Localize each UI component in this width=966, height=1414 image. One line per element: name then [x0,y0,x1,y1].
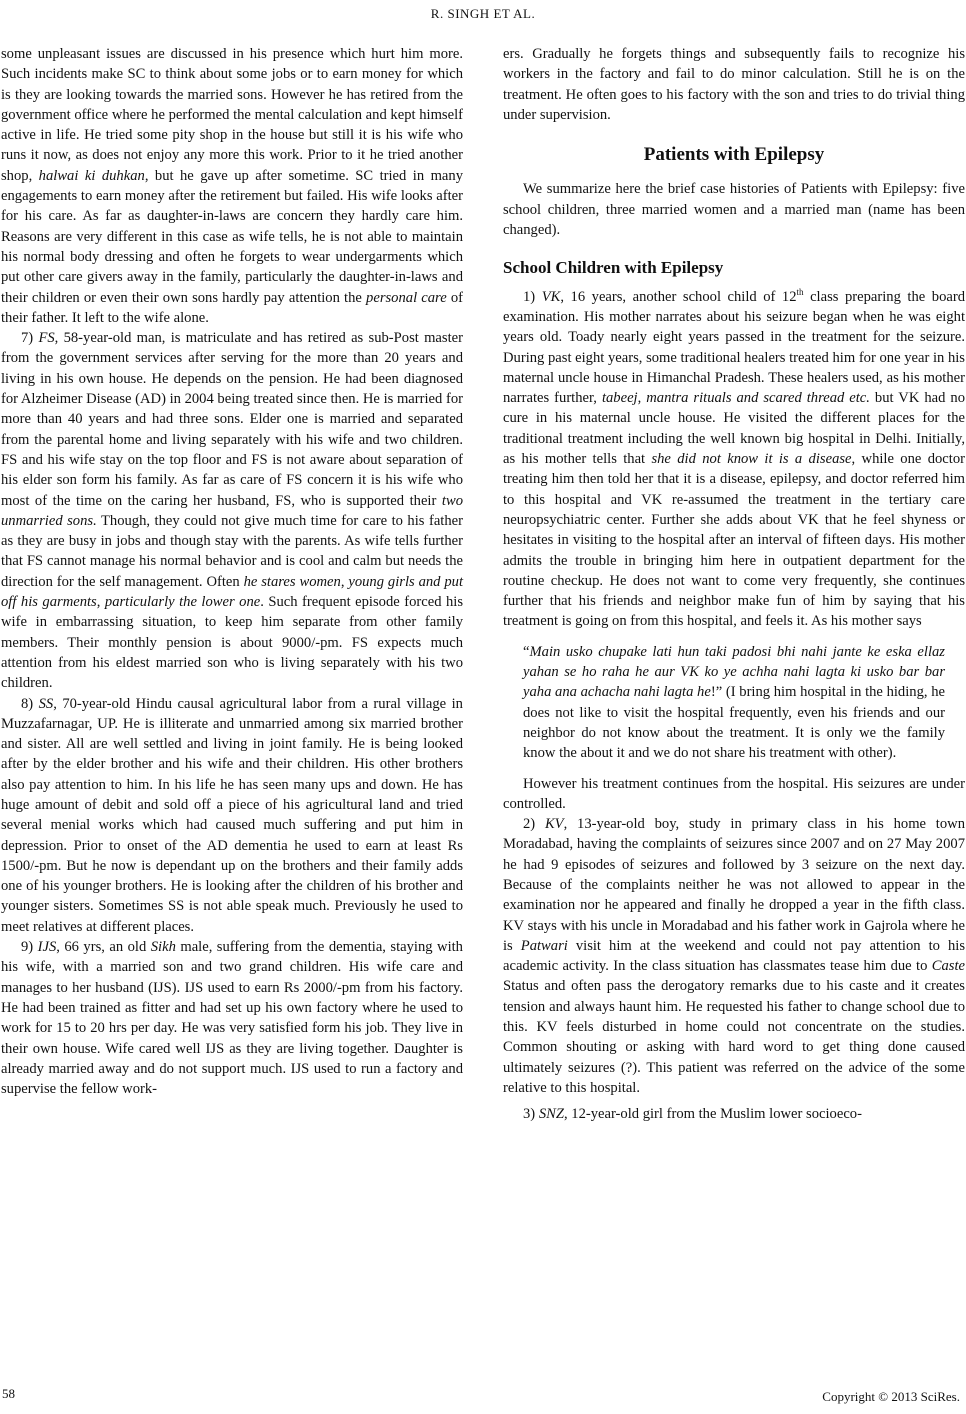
text-span: , [637,390,647,407]
text-span: , 58-year-old man, is matriculate and has retired as sub-Post master from the government services after serving for the more than 20 years and living in his own house. He depends on the pension. He had been diagnosed for Alzheimer Disease (AD) in 2004 being treated since then. He is married for more than 40 years and had three sons. Elder one is married and separated from the parental home and living separately with his wife and two children. FS and his wife stay on the top floor and FS is not aware about separation of his elder son form his family. As far as care of FS concern it is his wife who most of the time on the caring her husband, FS, who is supported their [1,330,463,509]
italic-span: mantra rituals and scared thread etc. [646,390,870,407]
running-head: R. SINGH ET AL. [430,6,536,21]
italic-span: FS [38,330,55,347]
italic-span: KV [544,816,564,833]
text-span: , while one doctor treating him then told her that it is a disease, epilepsy, and doctor referred him to this hospital and VK re-assumed the treatment in the tertiary care neuropsychiatric center. Further she adds about VK that he feel shyness or hesitates in visiting to the hospital after an interval of fifteen days. His mother admits the trouble in bringing him here in outpatient department for the routine checkup. He does not want to come very frequently, she continues further that his friends and neighbor make fun of him by saying that his treatment is going on from this hospital, and feels it. As his mother says [503,451,965,630]
italic-span: halwai ki duhkan [38,167,145,184]
mother-quote [523,642,945,764]
copyright: Copyright © 2013 SciRes. [822,1389,960,1404]
paragraph-case-ss [1,694,463,938]
text-span: of their father. It left to the wife alone. [1,289,463,326]
italic-span: Main usko chupake lati hun taki padosi bhi nahi jante ke eska ellaz yahan se ho raha he aur VK ko ye achha nahi lagta ki usko bar bar yaha ana achacha nahi lagta he [523,643,945,701]
italic-span: young girls and put off his garments [1,573,463,611]
text-span: 2) [523,816,545,833]
text-span: visit him at the weekend and could not pay attention to his academic activity. In the class situation has classmates tease him due to [503,937,965,975]
italic-span: VK [541,288,561,305]
paragraph-ijs-continued: ers. Gradually he forgets things and subsequently fails to recognize his workers in the factory and fail to do minor calculation. Still he is on the treatment. He often goes to his factory with the son and tries to do trivial thing under supervision. [503,46,965,123]
superscript: th [796,286,804,297]
text-span: 1) [523,288,542,305]
paragraph-vk-end: However his treatment continues from the hospital. His seizures are under controlled. [503,775,965,812]
italic-span: Sikh [150,939,176,956]
text-span: but VK had no cure in his maternal uncle house. He visited the different places for the traditional treatment including the well known big hospital in Delhi. Initially, as his mother tells that [503,390,966,468]
paragraph-case-ijs [1,937,463,1099]
text-span: , but he gave up after sometime. SC tried in many engagements to earn money after the retirement but failed. His wife looks after for his care. As far as daughter-in-laws are concern they hardly care him. Reasons are very different in this case as wife tells, he is not able to maintain his normal body dressing and often he forgets to wear undergarments which put other care givers away in the family, particularly the daughter-in-laws and their children or even their own sons hardly pay attention the [1,167,464,306]
text-span: , 13-year-old boy, study in primary class in his home town Moradabad, having the complaints of seizures since 2007 and on 27 May 2007 he had 9 episodes of seizures and followed by 3 seizure on the next day. Because of the complaints neither he was not allowed to appear in the examination nor he appeared and finally he dropped a year in the fifth class. KV stays with his uncle in Moradabad and his father work in Gajrola where he is [503,816,965,954]
page-number: 58 [2,1386,15,1401]
right-column [503,44,965,1125]
text-span: !” (I bring him hospital in the hiding, he does not like to visit the hospital frequently, even his friends and our neighbor do not know about the treatment. It is only we the family know the about it and we do not share his treatment with other). [523,684,945,762]
italic-span: two unmarried sons. [1,492,463,529]
italic-span: SS [38,695,54,712]
italic-span: Caste [931,958,965,975]
italic-span: SNZ [538,1106,564,1123]
text-span: 8) [21,695,39,712]
italic-span: particularly the lower one [104,594,261,611]
paragraph-case-snz [503,1104,965,1124]
text-span: class preparing the board examination. His mother narrates about his seizure began when he was eight years old. Toady nearly eight years passed in the treatment for the seizure. During past eight years, some traditional healers treated him for one year in his maternal uncle house in Himanchal Pradesh. These healers used, as his mother narrates further, [503,288,966,407]
text-span: , [340,573,349,590]
section-intro: We summarize here the brief case histories of Patients with Epilepsy: five school children, three married women and a married man (name has been changed). [503,181,965,239]
text-span: “ [523,643,530,660]
italic-span: IJS [37,939,57,956]
text-span: Status and often pass the derogatory remarks due to his caste and it creates tension and always haunt him. He requested his father to change school due to this. KV feels disturbed in home could not concentrate on the studies. Common shouting or asking with hard word to get thing done caused ultimately seizures (?). This patient was referred on the advice of the some relative to this hospital. [503,978,965,1096]
text-span: 3) [523,1106,539,1123]
text-span: 7) [21,330,39,347]
paragraph-case-fs [1,328,463,693]
text-span: , 70-year-old Hindu causal agricultural labor from a rural village in Muzzafarnagar, UP. He is illiterate and unmarried among six married brother and sister. All are well settled and living in joint family. He is being looked after by the elder brother and his wife and their children. His other brothers also pay attention to him. In his life he has seen many ups and down. He has huge amount of debit and sold off a piece of his agricultural land and tried several menial works which had caused much suffering and put him in depression. Prior to onset of the AD dementia he used to earn at least Rs 1500/-pm. But he now is dependant up on the brothers and their family adds one of his younger brothers. He is looking after the children of his brother and younger sisters. Sometimes SS is not able speak much. Previously he used to meet relatives at different places. [1,695,463,935]
subsection-title: School Children with Epilepsy [503,258,724,278]
text-span: 9) [21,939,38,956]
paragraph-case-vk [503,287,965,632]
text-span: some unpleasant issues are discussed in his presence which hurt him more. Such incidents make SC to think about some jobs or to earn money for which is they are looking towards the married sons. However he has retired from the government office where he performed the mental calculation and kept himself active in life. He tried some pity shop in the house but still it is his wife who runs it now, as does not enjoy any more this work. Prior to it he tried another shop, [1,46,463,184]
italic-span: she did not know it is a disease [651,451,852,468]
text-span: , 16 years, another school child of 12 [560,288,797,305]
text-span: . Such frequent episode forced his wife in embarrassing situation, to keep him separate from other family members. Their monthly pension is about 9000/-pm. FS expects much attention from his eldest married son who is living separately with his two children. [1,594,464,692]
section-title: Patients with Epilepsy [643,144,825,166]
italic-span: Patwari [520,937,568,954]
italic-span: personal care [366,289,447,306]
paragraph-case-kv [503,814,965,1098]
left-column [1,44,463,1099]
text-span: Though, they could not give much time for care to his father as they are busy in jobs and though stay with the parents. As wife tells further that FS cannot manage his normal behavior and is cool and calm but needs the direction for the self management. Often [1,512,463,590]
text-span: male, suffering from the dementia, staying with his wife, with a married son and two grand children. His wife care and manages to her husband (IJS). IJS used to earn Rs 2000/-pm from his factory. He had been trained as fitter and had set up his own factory where he used to work for 15 to 20 hrs per day. He was very satisfied form his job. They live in their own house. Wife cared well IJS as they are living together. Daughter is already married away and do not support much. IJS used to run a factory and supervise the fellow work- [1,939,463,1098]
italic-span: tabeej [601,390,638,407]
text-span: , 66 yrs, an old [56,939,151,956]
paragraph-sc-continued [1,44,463,328]
text-span: , [96,594,105,611]
italic-span: he stares women [243,573,341,590]
text-span: , 12-year-old girl from the Muslim lower socioeco- [563,1106,862,1123]
